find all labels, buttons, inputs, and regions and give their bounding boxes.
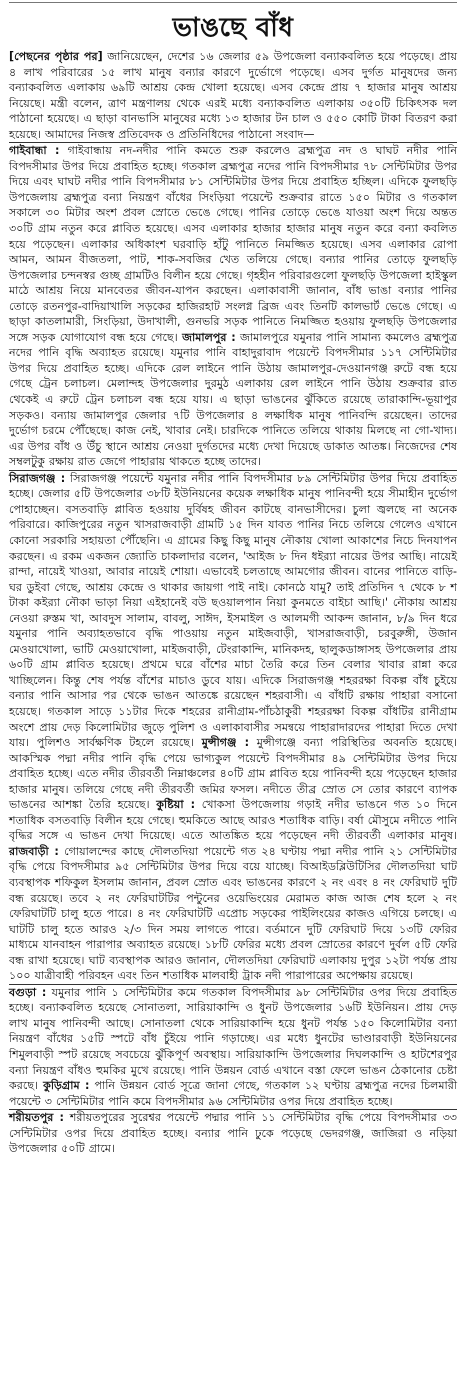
dateline-kushtia: কুষ্টিয়া : <box>156 798 196 812</box>
continuation-tag: [পেছনের পৃষ্ঠার পর] <box>9 50 103 63</box>
section-shariatpur <box>9 1109 457 1157</box>
intro-paragraph <box>9 49 457 142</box>
section-text-kurigram: পানি উন্নয়ন বোর্ড সূত্রে জানা গেছে, গতকাল ১২ ঘণ্টায় ব্রহ্মপুত্র নদের চিলমারী পয়েন্টে ৩ সেন্টিমিটার পানি কমে বিপদসীমার ৯৬ সেন্টিমিটার ওপর দিয়ে প্রবাহিত হচ্ছে। <box>9 1079 457 1108</box>
section-sirajganj <box>9 470 457 984</box>
section-gaibandha <box>9 142 457 469</box>
dateline-jamalpur: জামালপুর : <box>182 330 236 344</box>
section-text-shariatpur: শরীয়তপুরের সুরেশ্বর পয়েন্টে পদ্মার পানি ১১ সেন্টিমিটার বৃদ্ধি পেয়ে বিপদসীমার ৩৩ সেন্টিমিটার ওপর দিয়ে প্রবাহিত হচ্ছে। বন্যার পানি ঢুকে পড়েছে ভেদরগঞ্জ, জাজিরা ও নড়িয়া উপজেলার ৫০টি গ্রামে। <box>9 1111 457 1156</box>
top-rule <box>9 2 457 7</box>
dateline-gaibandha: গাইবান্ধা : <box>9 144 60 158</box>
article-body <box>9 49 457 1157</box>
dateline-rajbari: রাজবাড়ী : <box>9 844 59 858</box>
section-text-rajbari: গোয়ালন্দের কাছে দৌলতদিয়া পয়েন্টে গত ২৪ ঘণ্টায় পদ্মা নদীর পানি ২১ সেন্টিমিটার বৃদ্ধি পেয়ে বিপদসীমার ৯৫ সেন্টিমিটার উপর দিয়ে বয়ে যাচ্ছে। বিআইডব্লিউটিসির দৌলতদিয়া ঘাট ব্যবস্থাপক শফিকুল ইসলাম জানান, প্রবল স্রোত এবং ভাঙনের কারণে ২ নং এবং ৪ নং ফেরিঘাট দুটি বন্ধ রয়েছে। তবে ২ নং ফেরিঘাটটির পন্টুনের ওয়েভিংয়ের মেরামত কাজ আজ শেষ হলে ২ নং ফেরিঘাটটি চালু হতে পারে। ৪ নং ফেরিঘাটটি এপ্রোচ সড়কের পাইলিংয়ের কাজও এগিয়ে চলছে। এ ঘাটটি চালু হতে আরও ২/৩ দিন সময় লাগতে পারে। বর্তমানে দুটি ফেরিঘাট দিয়ে ১৩টি ফেরির মাধ্যমে যানবাহন পারাপার অব্যাহত রয়েছে। ১৮টি ফেরির মধ্যে প্রবল স্রোতের কারণে দুর্বল ৫টি ফেরি বন্ধ রাখা হয়েছে। ঘাট ব্যবস্থাপক আরও জানান, দৌলতদিয়া ফেরিঘাট এলাকায় দুপুর ১২টা পর্যন্ত প্রায় ১০০ যাত্রীবাহী পরিবহন এবং তিন শতাধিক মালবাহী ট্রাক নদী পারাপারের অপেক্ষায় রয়েছে। <box>9 844 458 983</box>
section-text-munshiganj: মুন্সীগঞ্জে বন্যা পরিস্থিতির অবনতি হয়েছে। আকস্মিক পদ্মা নদীর পানি বৃদ্ধি পেয়ে ভাগ্যকুল পয়েন্টে বিপদসীমার ৪৯ সেন্টিমিটার উপর দিয়ে প্রবাহিত হচ্ছে। এতে নদীর তীরবর্তী নিম্নাঞ্চলের ৪০টি গ্রাম প্লাবিত হয়ে পানিবন্দী হয়ে পড়েছেন হাজার হাজার মানুষ। তলিয়ে গেছে নদী তীরবর্তী জমির ফসল। নদীতে তীব্র স্রোত সে তোর কারণে ব্যাপক ভাঙনের আশঙ্কা তৈরি হয়েছে। <box>9 736 457 812</box>
section-text-gaibandha: গাইবান্ধায় নদ-নদীর পানি কমতে শুরু করলেও ব্রহ্মপুত্র নদ ও ঘাঘট নদীর পানি বিপদসীমার উপর দিয়ে প্রবাহিত হচ্ছে। গতকাল ব্রহ্মপুত্র নদের পানি বিপদসীমার ৭৮ সেন্টিমিটার উপর দিয়ে এবং ঘাঘট নদীর পানি বিপদসীমার ৮১ সেন্টিমিটার উপর দিয়ে প্রবাহিত হচ্ছিল। এদিকে ফুলছড়ি উপজেলায় ব্রহ্মপুত্র বন্যা নিয়ন্ত্রণ বাঁধের সিংড়িয়া পয়েন্টে শুক্রবার রাতে ১৫০ মিটার ও গতকাল সকালে ৩০ মিটার অংশ প্রবল স্রোতে ভেঙে গেছে। পানির তোড়ে ভেঙে যাওয়া অংশ দিয়ে অন্তত ৩০টি গ্রাম নতুন করে প্লাবিত হয়েছে। এসব এলাকার হাজার হাজার মানুষ নতুন করে বন্যা কবলিত হয়ে পড়েছেন। এলাকার অধিকাংশ ঘরবাড়ি হাঁটু পানিতে নিমজ্জিত হয়েছে। এসব এলাকার রোপা আমন, আমন বীজতলা, পাট, শাক-সবজির খেত তলিয়ে গেছে। বন্যার পানির তোড়ে ফুলছড়ি উপজেলার চন্দনস্বর গুচ্ছ গ্রামটিও বিলীন হয়ে গেছে। গৃহহীন পরিবারগুলো ফুলছড়ি উপজেলা হাইস্কুল মাঠে আশ্রয় নিয়ে মানবেতর জীবন-যাপন করছেন। এলাকাবাসী জানান, বাঁধ ভাঙা বন্যার পানির তোড়ে রতনপুর-বাদিয়াখালি সড়কের হাজিরহাট সংলগ্ন ব্রিজ এবং তিনটি কালভার্ট ভেঙে গেছে। এ ছাড়া কাতলামারী, সিংড়িয়া, উদাখালী, গুনভরি সড়ক পানিতে নিমজ্জিত হওয়ায় ফুলছড়ি উপজেলার সঙ্গে সড়ক যোগাযোগ বন্ধ হয়ে গেছে। <box>9 144 457 344</box>
section-text-sirajganj: সিরাজগঞ্জ পয়েন্টে যমুনার নদীর পানি বিপদসীমার ৮৯ সেন্টিমিটার উপর দিয়ে প্রবাহিত হচ্ছে। জেলার ৫টি উপজেলার ৩৮টি ইউনিয়নের কয়েক লক্ষাধিক মানুষ পানিবন্দী হয়ে সীমাহীন দুর্ভোগ পোহাচ্ছেন। বসতবাড়ি প্লাবিত হওয়ায় দুর্বিষহ জীবন কাটছে বানভাসীদের। চুলা জ্বলছে না অনেক পরিবারে। কাজিপুরের নতুন খাসরাজবাড়ী গ্রামটি ১৫ দিন যাবত পানির নিচে তলিয়ে গেলেও এখানে কোনো সরকারি সহায়তা পৌঁছেনি। এ গ্রামের কিছু কিছু মানুষ নৌকায় খোলা আকাশের নিচে দিনযাপন করছেন। এ রকম একজন জ্যোতি চাকলাদার বলেন, 'আইজ ৮ দিন ধইর‌্যা নায়ের উপর আছি। নায়েই রান্দা, নায়েই খাওয়া, আবার নায়েই শোয়া। এভাবেই চলতাছে আমগোর জীবন। বানের পানিতে বাড়ি-ঘর ডুইবা গেছে, আশ্রয় কেন্দ্রে ও থাকার জায়গা পাই নাই। কোনঠে যামু? তাই প্রতিদিন ৭ থেকে ৮ শ টাকা কইর‌্যা নৌকা ভাড়া নিয়া এইহানেই বউ ছওয়ালপান নিয়া কুনমতে বাইচা আছি।' নৌকায় আশ্রয় নেওয়া রুস্তম খা, আবদুস সালাম, বাবলু, সাঈদ, ইসমাইল ও আলমগী আকন্দ জানান, ৮/৯ দিন ধরে যমুনার পানি অব্যাহতভাবে বৃদ্ধি পাওয়ায় নতুন মাইজবাড়ী, খাসরাজবাড়ী, চরবুরুঙ্গী, উজান মেওয়াখোলা, ভাটি মেওয়াখোলা, মাইজবাড়ী, টেংরাকান্দি, মানিকদহ, ছালুকডাঙ্গাসহ উপজেলার প্রায় ৬০টি গ্রাম প্লাবিত হয়েছে। প্রথমে ঘরে বাঁশের মাচা তৈরি করে তিন বেলার খাবার রান্না করে খাচ্ছিলেন। কিন্তু শেষ পর্যন্ত বাঁশের মাচাও ডুবে যায়। এদিকে সিরাজগঞ্জ শহররক্ষা বিকল্প বাঁধ চুইয়ে বন্যার পানি আসার পর থেকে ভাঙন আতঙ্কে রয়েছেন শহরবাসী। এ বাঁধটি রক্ষায় পাহারা বসানো হয়েছে। গতকাল সাড়ে ১১টার দিকে শহরের রানীগ্রাম-পাঁচঠাকুরী শহররক্ষা বিকল্প বাঁধটির রানীগ্রাম অংশে প্রায় দেড় কিলোমিটার জুড়ে পুলিশ ও এলাকাবাসীর সমন্বয়ে পাহারাদারদের পাহারা দিতে দেখা যায়। পুলিশও সার্বক্ষণিক টহলে রয়েছে। <box>9 471 457 750</box>
dateline-sirajganj: সিরাজগঞ্জ : <box>9 471 66 485</box>
section-text-kushtia: খোকসা উপজেলায় গড়াই নদীর ভাঙনে গত ১০ দিনে শতাধিক বসতবাড়ি বিলীন হয়ে গেছে। হুমকিতে আছে আরও শতাধিক বাড়ি। বর্ষা মৌসুমে নদীতে পানি বৃদ্ধির সঙ্গে এ ভাঙন দেখা দিয়েছে। এতে আতঙ্কিত হয়ে পড়েছেন নদী তীরবর্তী এলাকার মানুষ। <box>9 798 457 843</box>
dateline-shariatpur: শরীয়তপুর : <box>9 1111 64 1125</box>
dateline-munshiganj: মুন্সীগঞ্জ : <box>201 736 250 750</box>
intro-text: জানিয়েছেন, দেশের ১৬ জেলার ৫৯ উপজেলা বন্যাকবলিত হয়ে পড়েছে। প্রায় ৪ লাখ পরিবারের ১৫ লাখ মানুষ বন্যার কারণে দুর্ভোগে পড়েছে। এসব দুর্গত মানুষদের জন্য বন্যাকবলিত এলাকায় ৬৯টি আশ্রয় কেন্দ্র খোলা হয়েছে। এসব কেন্দ্রে প্রায় ৭ হাজার মানুষ আশ্রয় নিয়েছে। মন্ত্রী বলেন, ত্রাণ মন্ত্রণালয় থেকে এরই মধ্যে বন্যাকবলিত এলাকায় ৩৫০টি চিকিৎসক দল পাঠানো হয়েছে। এ ছাড়া বানভাসি মানুষের মধ্যে ১৩ হাজার টন চাল ও ৫৫০ কোটি টাকা বিতরণ করা হয়েছে। আমাদের নিজস্ব প্রতিবেদক ও প্রতিনিধিদের পাঠানো সংবাদ— <box>9 50 457 141</box>
dateline-kurigram: কুড়িগ্রাম : <box>43 1079 90 1093</box>
section-text-jamalpur: জামালপুরে যমুনার পানি সামান্য কমলেও ব্রহ্মপুত্র নদের পানি বৃদ্ধি অব্যাহত রয়েছে। যমুনার পানি বাহাদুরাবাদ পয়েন্টে বিপদসীমার ১১৭ সেন্টিমিটার উপর দিয়ে প্রবাহিত হচ্ছে। এদিকে রেল লাইনে পানি উঠায় জামালপুর-দেওয়ানগঞ্জ রুটে বন্ধ হয়ে গেছে ট্রেন চলাচল। মেলান্দহ উপজেলার দুরমুঠ এলাকায় রেল লাইনে পানি উঠায় শুক্রবার রাত থেকেই এ রুটে ট্রেন চলাচল বন্ধ হয়ে যায়। এ ছাড়া ভাঙনের ঝুঁকিতে রয়েছে তারাকান্দি-ভূয়াপুর সড়কও। বন্যায় জামালপুর জেলার ৭টি উপজেলার ৪ লক্ষাধিক মানুষ পানিবন্দি রয়েছেন। তাদের দুর্ভোগ চরমে পৌঁছেছে। কাজ নেই, খাবার নেই। চারদিকে পানিতে তলিয়ে থাকায় মিলছে না গো-খাদ্য। এর উপর বাঁধ ও উঁচু স্থানে আশ্রয় নেওয়া দুর্গতদের মধ্যে দেখা দিয়েছে ডাকাত আতঙ্ক। নিজেদের শেষ সম্বলটুকু রক্ষায় রাত জেগে পাহারায় থাকতে হচ্ছে তাদের। <box>9 330 458 469</box>
section-text-bogura: যমুনার পানি ১ সেন্টিমিটার কমে গতকাল বিপদসীমার ৯৮ সেন্টিমিটার ওপর দিয়ে প্রবাহিত হচ্ছে। বন্যাকবলিত হয়েছে সোনাতলা, সারিয়াকান্দি ও ধুনট উপজেলার ১৬টি ইউনিয়ন। প্রায় দেড় লাখ মানুষ পানিবন্দী আছে। সোনাতলা থেকে সারিয়াকান্দি হয়ে ধুনট পর্যন্ত ১৫০ কিলোমিটার বন্যা নিয়ন্ত্রণ বাঁধের ১৫টি স্পটে বাঁধ চুঁইয়ে পানি গড়াচ্ছে। এর মধ্যে ধুনটের ভাণ্ডারবাড়ী ইউনিয়নের শিমুলবাড়ী স্পট রয়েছে সবচেয়ে ঝুঁকিপূর্ণ অবস্থায়। সারিয়াকান্দি উপজেলার দিঘলকান্দি ও হাটশেরপুর বন্যা নিয়ন্ত্রণ বাঁধও হুমকির মুখে রয়েছে। পানি উন্নয়ন বোর্ড এখানে বস্তা ফেলে ভাঙন ঠেকানোর চেষ্টা করছে। <box>9 985 457 1093</box>
dateline-bogura: বগুড়া : <box>9 985 47 999</box>
section-bogura <box>9 984 457 1109</box>
headline: ভাঙছে বাঁধ <box>172 13 294 43</box>
